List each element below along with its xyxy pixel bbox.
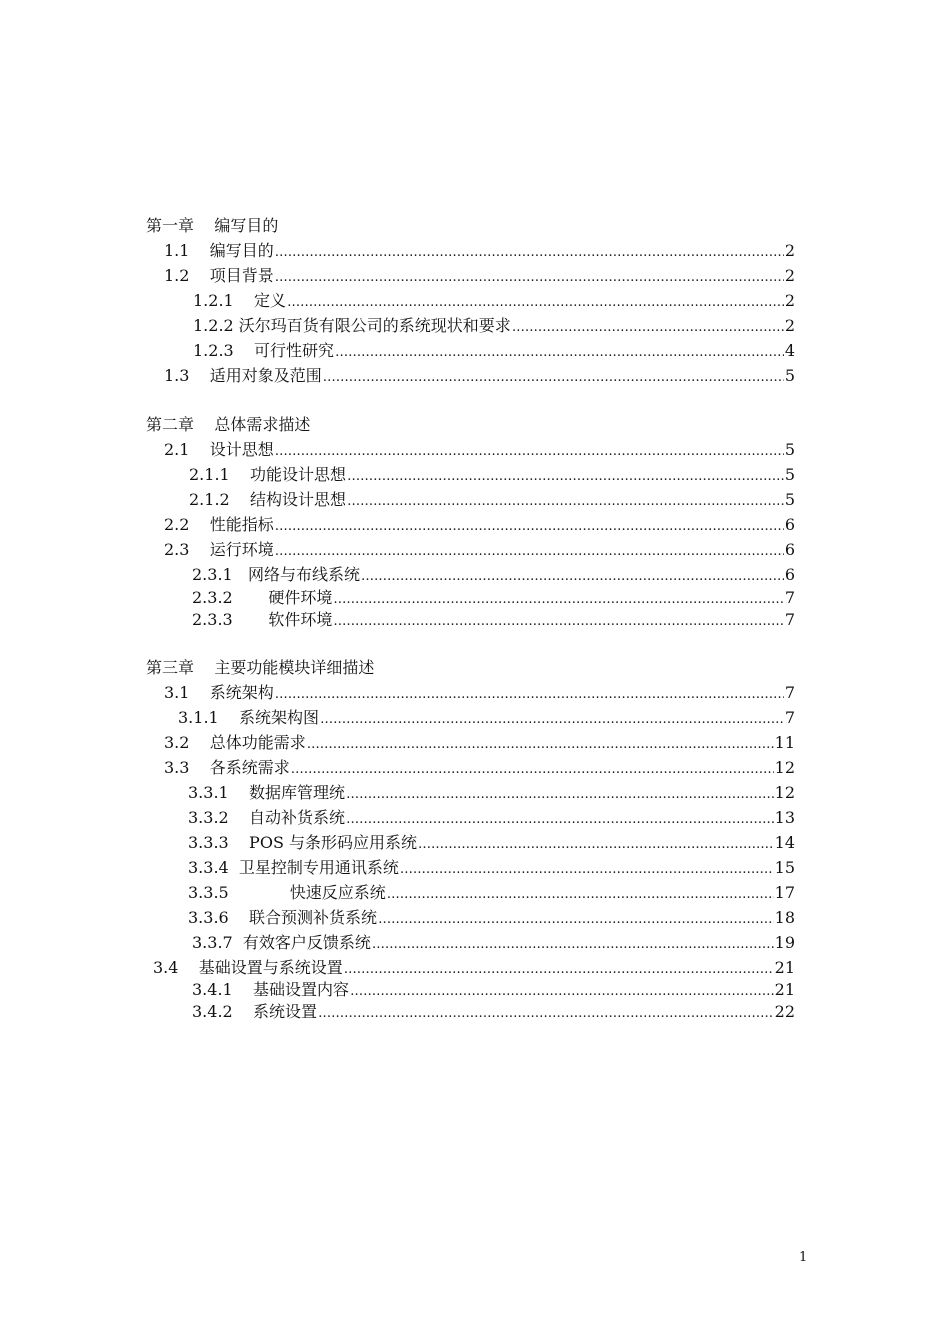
toc-entry-label: 3.3.2 自动补货系统 [188,808,346,827]
dot-leader [275,542,784,562]
toc-entry-page: 14 [774,833,795,852]
dot-leader [307,735,774,755]
toc-entry[interactable] [188,908,795,928]
toc-entry[interactable] [164,683,795,703]
toc-entry-page: 18 [774,908,795,927]
toc-entry-label: 2.1 设计思想 [164,440,274,459]
toc-entry[interactable] [192,610,795,630]
toc-entry[interactable] [192,565,795,585]
toc-entry[interactable] [188,783,795,803]
dot-leader [387,885,774,905]
toc-entry-page: 5 [784,465,795,484]
dot-leader [275,268,784,288]
toc-entry[interactable] [192,588,795,608]
dot-leader [378,910,774,930]
toc-entry-page: 11 [774,733,795,752]
dot-leader [335,343,784,363]
toc-entry-label: 2.3.2 硬件环境 [192,588,333,607]
dot-leader [350,982,774,1002]
dot-leader [346,785,774,805]
toc-entry-label: 3.3.3 POS 与条形码应用系统 [188,833,417,852]
toc-entry[interactable] [164,266,795,286]
toc-entry-label: 2.3 运行环境 [164,540,274,559]
toc-entry-page: 7 [784,610,795,629]
toc-entry[interactable] [164,366,795,386]
toc-entry-label: 2.1.1 功能设计思想 [189,465,347,484]
toc-entry-label: 3.2 总体功能需求 [164,733,306,752]
toc-entry-page: 21 [774,980,795,999]
dot-leader [275,442,784,462]
toc-entry-label: 1.2.1 定义 [193,291,287,310]
toc-entry[interactable] [192,1002,795,1022]
toc-entry-label: 3.4.1 基础设置内容 [192,980,350,999]
toc-entry[interactable] [192,980,795,1000]
toc-entry-page: 2 [784,316,795,335]
dot-leader [275,243,784,263]
dot-leader [333,612,783,632]
toc-entry-label: 1.3 适用对象及范围 [164,366,322,385]
dot-leader [372,935,774,955]
toc-entry-page: 13 [774,808,795,827]
toc-entry-page: 2 [784,291,795,310]
chapter-heading: 第二章 总体需求描述 [146,415,311,434]
toc-entry[interactable] [164,515,795,535]
toc-entry[interactable] [188,833,795,853]
toc-entry-page: 19 [774,933,795,952]
dot-leader [346,810,774,830]
toc-entry-page: 17 [774,883,795,902]
toc-entry[interactable] [188,883,795,903]
toc-entry-label: 3.4.2 系统设置 [192,1002,318,1021]
toc-entry-page: 21 [774,958,795,977]
toc-entry-page: 5 [784,440,795,459]
toc-entry-page: 7 [784,708,795,727]
toc-entry[interactable] [164,241,795,261]
toc-entry-label: 3.1 系统架构 [164,683,274,702]
toc-entry-page: 22 [774,1002,795,1021]
toc-entry-page: 15 [774,858,795,877]
toc-entry-page: 6 [784,515,795,534]
toc-entry[interactable] [193,316,795,336]
dot-leader [418,835,774,855]
dot-leader [512,318,784,338]
toc-entry-label: 3.3.1 数据库管理统 [188,783,346,802]
chapter-heading: 第三章 主要功能模块详细描述 [146,658,375,677]
toc-entry[interactable] [164,758,795,778]
toc-entry[interactable] [153,958,795,978]
toc-entry-label: 1.2.3 可行性研究 [193,341,335,360]
toc-entry-label: 3.3.6 联合预测补货系统 [188,908,378,927]
toc-entry-label: 3.3.7 有效客户反馈系统 [192,933,371,952]
toc-entry[interactable] [193,341,795,361]
dot-leader [333,590,783,610]
toc-entry-label: 2.2 性能指标 [164,515,274,534]
toc-entry-page: 6 [784,540,795,559]
toc-entry-page: 7 [784,588,795,607]
toc-entry-page: 4 [784,341,795,360]
toc-entry[interactable] [188,808,795,828]
toc-entry[interactable] [193,291,795,311]
dot-leader [344,960,774,980]
toc-entry[interactable] [178,708,795,728]
toc-entry[interactable] [164,733,795,753]
toc-entry-label: 2.3.1 网络与布线系统 [192,565,360,584]
dot-leader [347,467,784,487]
dot-leader [320,710,784,730]
toc-entry-label: 1.2.2 沃尔玛百货有限公司的系统现状和要求 [193,316,511,335]
toc-entry-label: 2.3.3 软件环境 [192,610,333,629]
dot-leader [275,517,784,537]
dot-leader [347,492,784,512]
toc-entry-page: 5 [784,366,795,385]
toc-entry-page: 12 [774,758,795,777]
page-number: 1 [799,1250,808,1265]
toc-entry-label: 3.1.1 系统架构图 [178,708,320,727]
toc-entry-label: 3.3.4 卫星控制专用通讯系统 [188,858,399,877]
toc-entry[interactable] [189,490,795,510]
toc-entry-page: 2 [784,241,795,260]
toc-entry[interactable] [164,540,795,560]
toc-entry[interactable] [164,440,795,460]
toc-entry-label: 1.1 编写目的 [164,241,274,260]
toc-entry[interactable] [192,933,795,953]
dot-leader [287,293,784,313]
dot-leader [318,1004,774,1024]
toc-entry-page: 5 [784,490,795,509]
toc-entry-label: 3.3.5 快速反应系统 [188,883,386,902]
toc-entry[interactable] [188,858,795,878]
toc-entry-page: 7 [784,683,795,702]
toc-entry-label: 3.4 基础设置与系统设置 [153,958,343,977]
toc-entry-page: 6 [784,565,795,584]
dot-leader [400,860,774,880]
chapter-heading: 第一章 编写目的 [146,216,279,235]
toc-entry-label: 3.3 各系统需求 [164,758,290,777]
dot-leader [275,685,784,705]
dot-leader [323,368,784,388]
toc-entry-label: 1.2 项目背景 [164,266,274,285]
toc-entry-label: 2.1.2 结构设计思想 [189,490,347,509]
toc-entry[interactable] [189,465,795,485]
dot-leader [361,567,784,587]
dot-leader [291,760,774,780]
toc-entry-page: 2 [784,266,795,285]
toc-entry-page: 12 [774,783,795,802]
